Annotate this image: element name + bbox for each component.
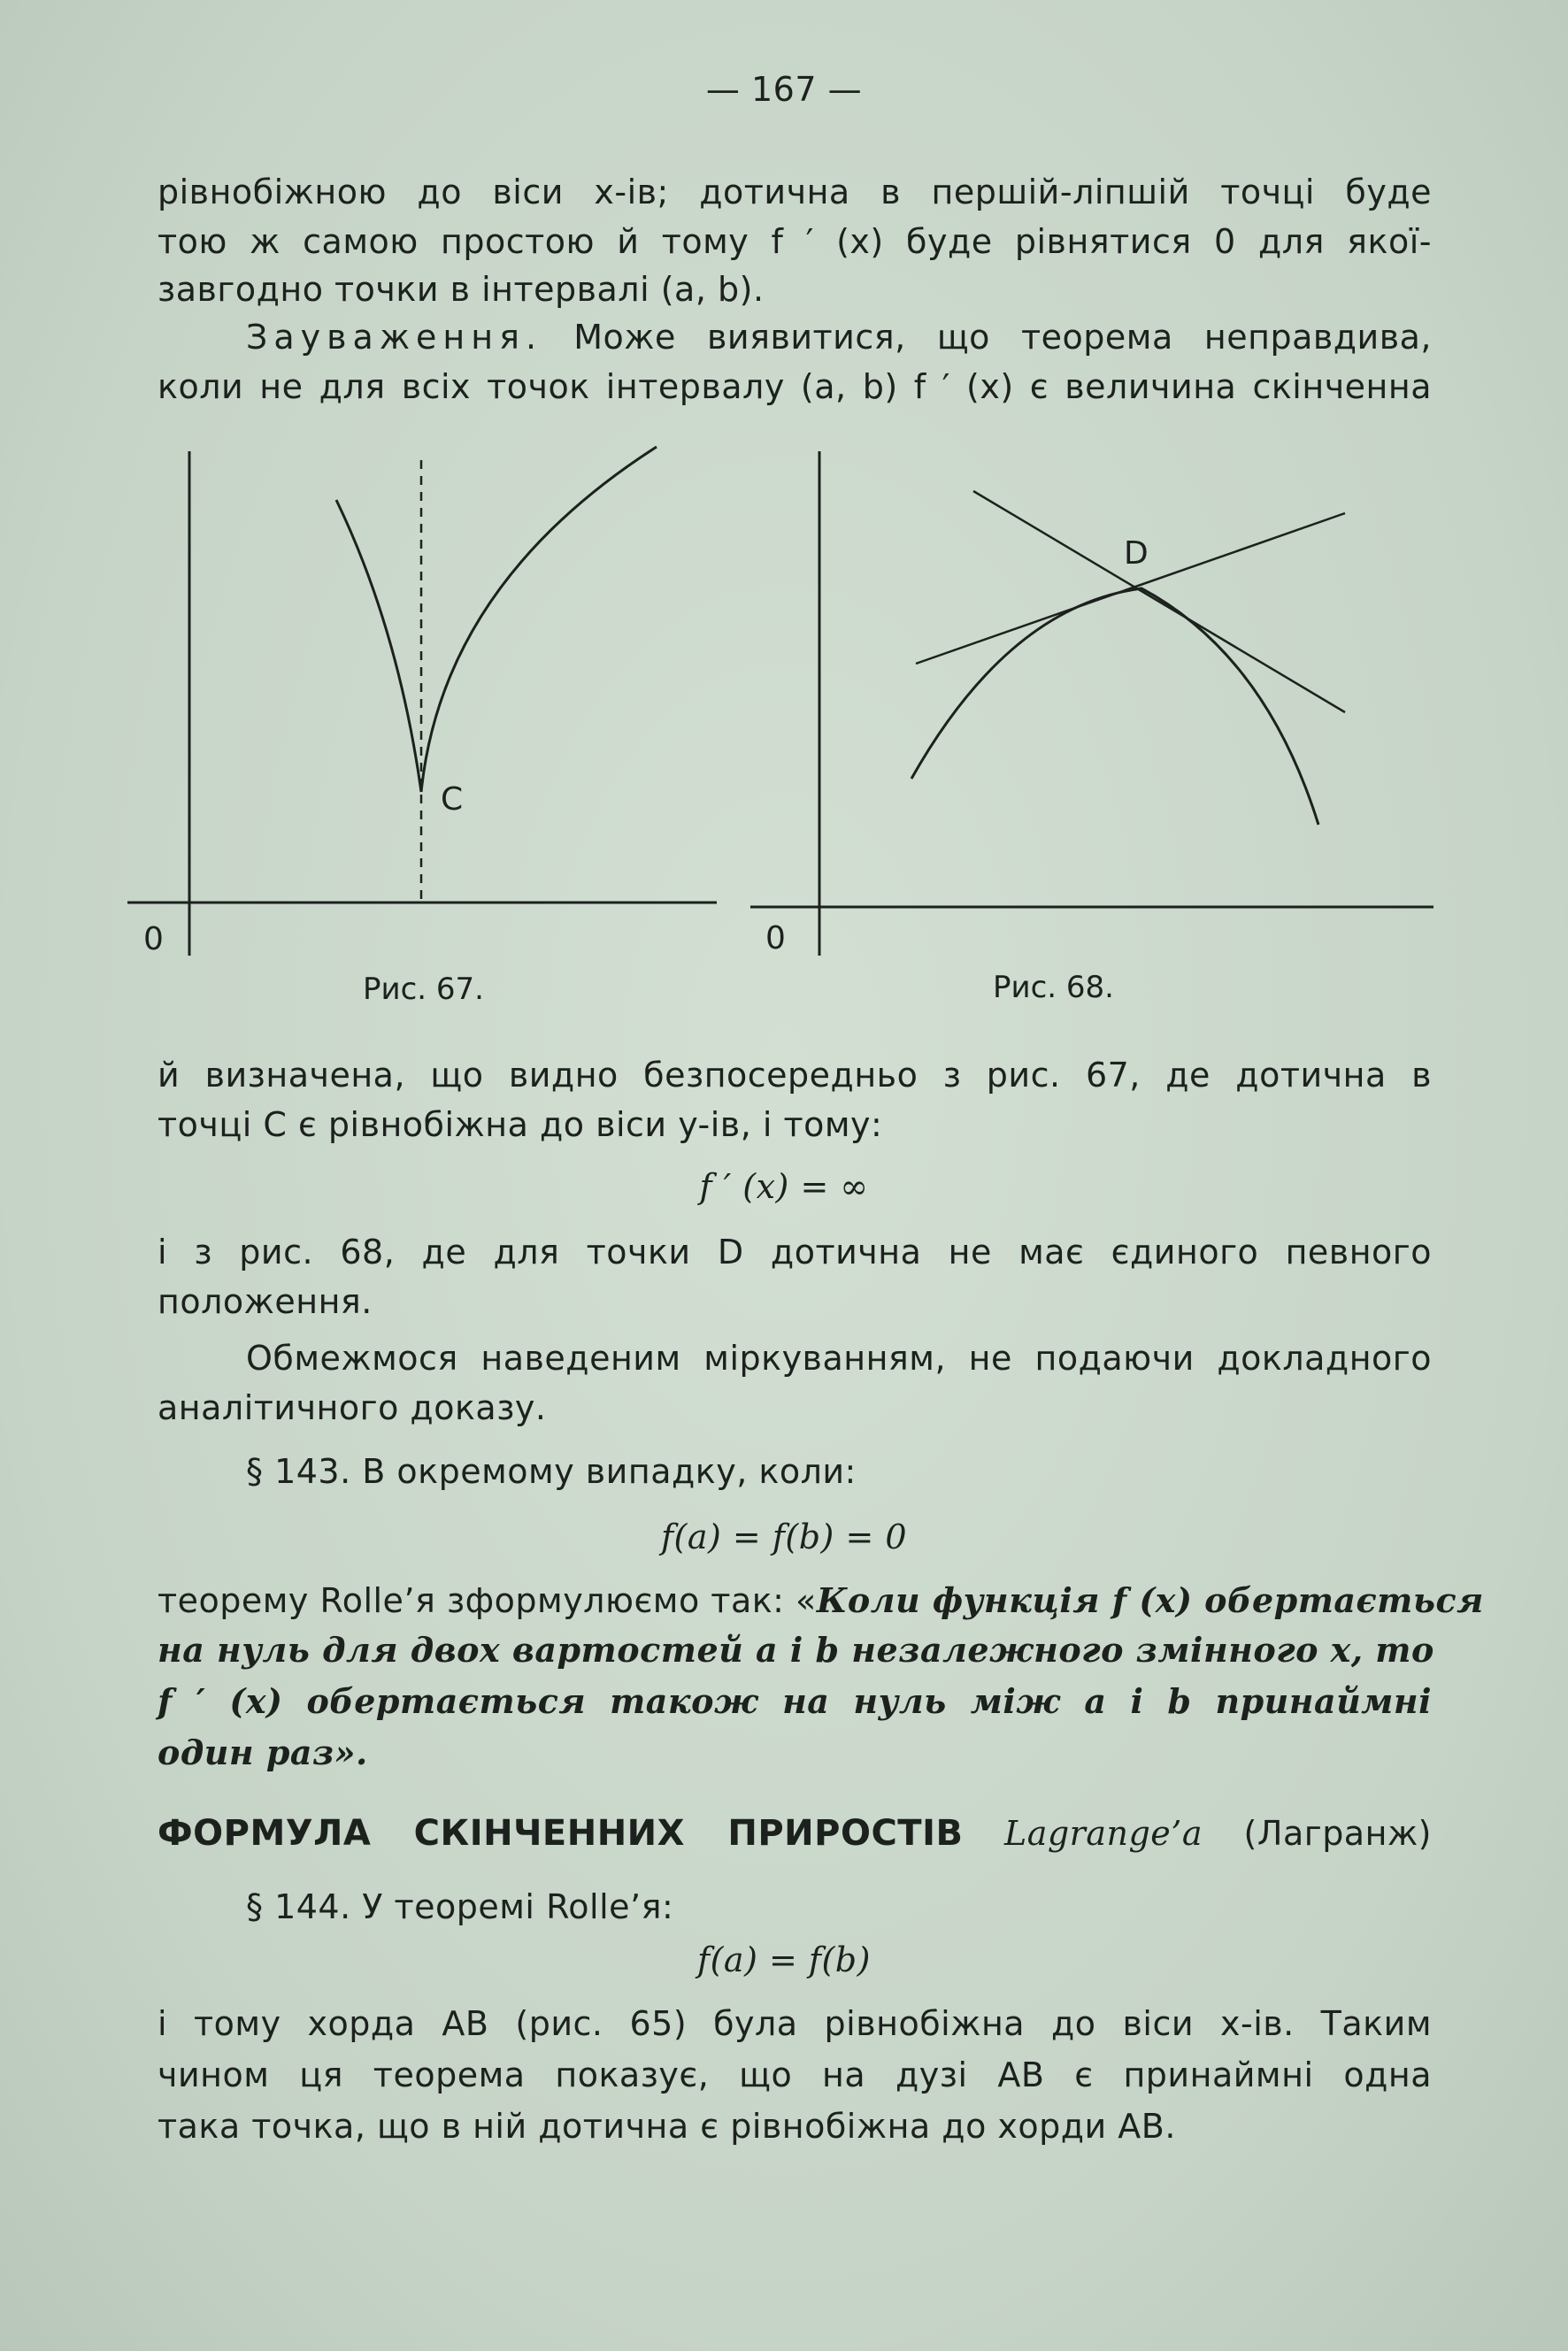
remark-line2: коли не для всіх точок інтервалу (a, b) f ′ (x) є величина скінченна [158,367,1432,406]
fig67-origin-label: 0 [143,921,164,957]
formula-1: f ′ (x) = ∞ [699,1167,869,1206]
fig67-right-branch [421,447,657,792]
fig67-left-branch [336,500,421,792]
para7: § 144. У теоремі Rolle’я: [246,1887,674,1926]
remark-label: Зауваження. [246,318,543,357]
heading-bold: ФОРМУЛА СКІНЧЕННИХ ПРИРОСТІВ [158,1813,964,1854]
page-number: — 167 — [705,70,863,109]
section-heading [158,1813,1433,1854]
remark-line1 [246,318,1432,357]
para4-line1: Обмежмося наведеним міркуванням, не подаючи докладного [246,1339,1432,1378]
fig68-curve [911,588,1318,825]
para2-line2: точці C є рівнобіжна до віси y-ів, і тому: [158,1105,883,1144]
figure-67 [115,434,770,964]
remark-text: Може виявитися, що теорема неправдива, [542,318,1432,357]
fig67-point-label: C [441,781,464,818]
fig68-caption: Рис. 68. [993,970,1114,1005]
para3-line1: і з рис. 68, де для точки D дотична не має єдиного певного [158,1233,1432,1272]
para6-line1 [158,1580,1484,1620]
fig68-tangent-1 [973,491,1345,712]
para1-line2: тою ж самою простою й тому f ′ (x) буде рівнятися 0 для якої- [158,222,1432,261]
para3-line2: положення. [158,1282,373,1321]
fig68-point-label: D [1124,535,1149,572]
figure-68 [734,434,1460,964]
para4-line2: аналітичного доказу. [158,1388,547,1427]
para8-line2: чином ця теорема показує, що на дузі AB є принаймні одна [158,2055,1432,2094]
para1-line1: рівнобіжною до віси x-ів; дотична в першій-ліпшій точці буде [158,173,1432,211]
para1-line3: завгодно точки в інтервалі (a, b). [158,270,765,309]
para6-prefix: теорему Rolle’я зформулюємо так: « [158,1581,817,1620]
para8-line1: і тому хорда AB (рис. 65) була рівнобіжна до віси x-ів. Таким [158,2004,1432,2043]
heading-tail: (Лагранж) [1203,1814,1433,1853]
formula-3: f(a) = f(b) [697,1940,871,1979]
fig67-caption: Рис. 67. [363,972,484,1007]
para6-italic-3: f ′ (x) обертається також на нуль між a і b принаймні [158,1681,1432,1721]
para5: § 143. В окремому випадку, коли: [246,1452,857,1491]
para6-italic-1: Коли функція f (x) обертається [816,1580,1484,1620]
para8-line3: така точка, що в ній дотична є рівнобіжна до хорди AB. [158,2107,1176,2146]
para2-line1: й визначена, що видно безпосередньо з рис. 67, де дотична в [158,1056,1432,1095]
para6-italic-4: один раз». [158,1733,368,1772]
para6-italic-2: на нуль для двох вартостей a і b незалежного змінного x, то [158,1630,1434,1670]
heading-italic: Lagrange’a [963,1814,1203,1853]
fig68-origin-label: 0 [765,920,786,957]
formula-2: f(a) = f(b) = 0 [660,1517,908,1556]
